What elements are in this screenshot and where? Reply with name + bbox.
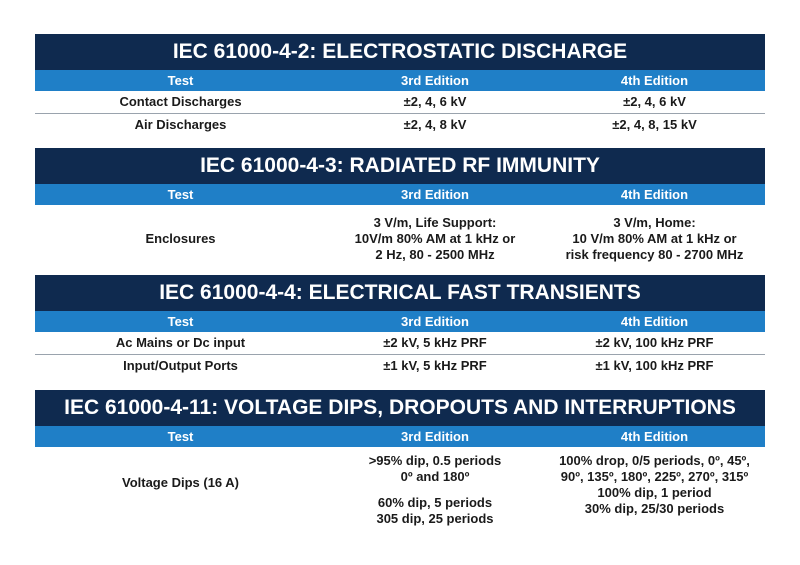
cell-4th-edition bbox=[544, 453, 765, 517]
cell-3rd-edition: ±2, 4, 8 kV bbox=[403, 117, 467, 132]
section-title: IEC 61000-4-4: ELECTRICAL FAST TRANSIENTS bbox=[35, 275, 765, 311]
header-3rd-edition: 3rd Edition bbox=[401, 429, 469, 444]
header-3rd-edition: 3rd Edition bbox=[401, 73, 469, 88]
header-4th-edition: 4th Edition bbox=[620, 429, 689, 444]
cell-3rd-edition: ±1 kV, 5 kHz PRF bbox=[383, 358, 487, 373]
header-3rd-edition: 3rd Edition bbox=[401, 314, 469, 329]
cell-line: 0º and 180º bbox=[400, 469, 470, 484]
cell-4th-edition: ±2, 4, 6 kV bbox=[623, 94, 686, 109]
cell-line: 305 dip, 25 periods bbox=[376, 511, 494, 526]
header-test: Test bbox=[167, 73, 194, 88]
cell-test: Enclosures bbox=[145, 231, 216, 246]
section-title: IEC 61000-4-11: VOLTAGE DIPS, DROPOUTS AND INTERRUPTIONS bbox=[35, 390, 765, 426]
table-header bbox=[35, 311, 765, 332]
table-header bbox=[35, 426, 765, 447]
cell-line: >95% dip, 0.5 periods bbox=[368, 453, 502, 468]
section-radiated-rf bbox=[35, 148, 765, 273]
section-title: IEC 61000-4-2: ELECTROSTATIC DISCHARGE bbox=[35, 34, 765, 70]
cell-3rd-edition: ±2, 4, 6 kV bbox=[403, 94, 467, 109]
table-header bbox=[35, 184, 765, 205]
cell-line: risk frequency 80 - 2700 MHz bbox=[565, 247, 744, 262]
cell-3rd-edition: ±2 kV, 5 kHz PRF bbox=[383, 335, 487, 350]
cell-test: Voltage Dips (16 A) bbox=[121, 475, 240, 490]
cell-3rd-edition bbox=[326, 453, 544, 527]
section-eft bbox=[35, 275, 765, 377]
cell-line: 100% drop, 0/5 periods, 0º, 45º, bbox=[559, 453, 750, 468]
cell-line: 100% dip, 1 period bbox=[597, 485, 712, 500]
cell-line: 10V/m 80% AM at 1 kHz or bbox=[354, 231, 516, 246]
cell-line: 2 Hz, 80 - 2500 MHz bbox=[375, 247, 495, 262]
cell-4th-edition bbox=[544, 215, 765, 263]
section-voltage-dips bbox=[35, 390, 765, 543]
cell-3rd-edition bbox=[326, 215, 544, 263]
cell-line: 30% dip, 25/30 periods bbox=[584, 501, 725, 516]
header-3rd-edition: 3rd Edition bbox=[401, 187, 469, 202]
cell-line: 10 V/m 80% AM at 1 kHz or bbox=[572, 231, 737, 246]
cell-test: Ac Mains or Dc input bbox=[115, 335, 246, 350]
cell-4th-edition: ±1 kV, 100 kHz PRF bbox=[595, 358, 714, 373]
table-row bbox=[35, 91, 765, 114]
table-row bbox=[35, 447, 765, 543]
cell-line: 3 V/m, Home: bbox=[613, 215, 696, 230]
header-4th-edition: 4th Edition bbox=[620, 187, 689, 202]
cell-test: Air Discharges bbox=[134, 117, 227, 132]
table-row bbox=[35, 355, 765, 377]
cell-line: 90º, 135º, 180º, 225º, 270º, 315º bbox=[560, 469, 749, 484]
cell-4th-edition: ±2 kV, 100 kHz PRF bbox=[595, 335, 714, 350]
cell-4th-edition: ±2, 4, 8, 15 kV bbox=[612, 117, 697, 132]
cell-test: Contact Discharges bbox=[119, 94, 242, 109]
cell-test: Input/Output Ports bbox=[123, 358, 238, 373]
header-test: Test bbox=[167, 429, 194, 444]
table-row bbox=[35, 205, 765, 273]
header-test: Test bbox=[167, 314, 194, 329]
header-4th-edition: 4th Edition bbox=[620, 73, 689, 88]
table-row bbox=[35, 114, 765, 136]
table-row bbox=[35, 332, 765, 355]
section-title: IEC 61000-4-3: RADIATED RF IMMUNITY bbox=[35, 148, 765, 184]
cell-line: 3 V/m, Life Support: bbox=[373, 215, 497, 230]
header-4th-edition: 4th Edition bbox=[620, 314, 689, 329]
section-esd bbox=[35, 34, 765, 136]
table-header bbox=[35, 70, 765, 91]
header-test: Test bbox=[167, 187, 194, 202]
cell-line: 60% dip, 5 periods bbox=[377, 495, 493, 510]
